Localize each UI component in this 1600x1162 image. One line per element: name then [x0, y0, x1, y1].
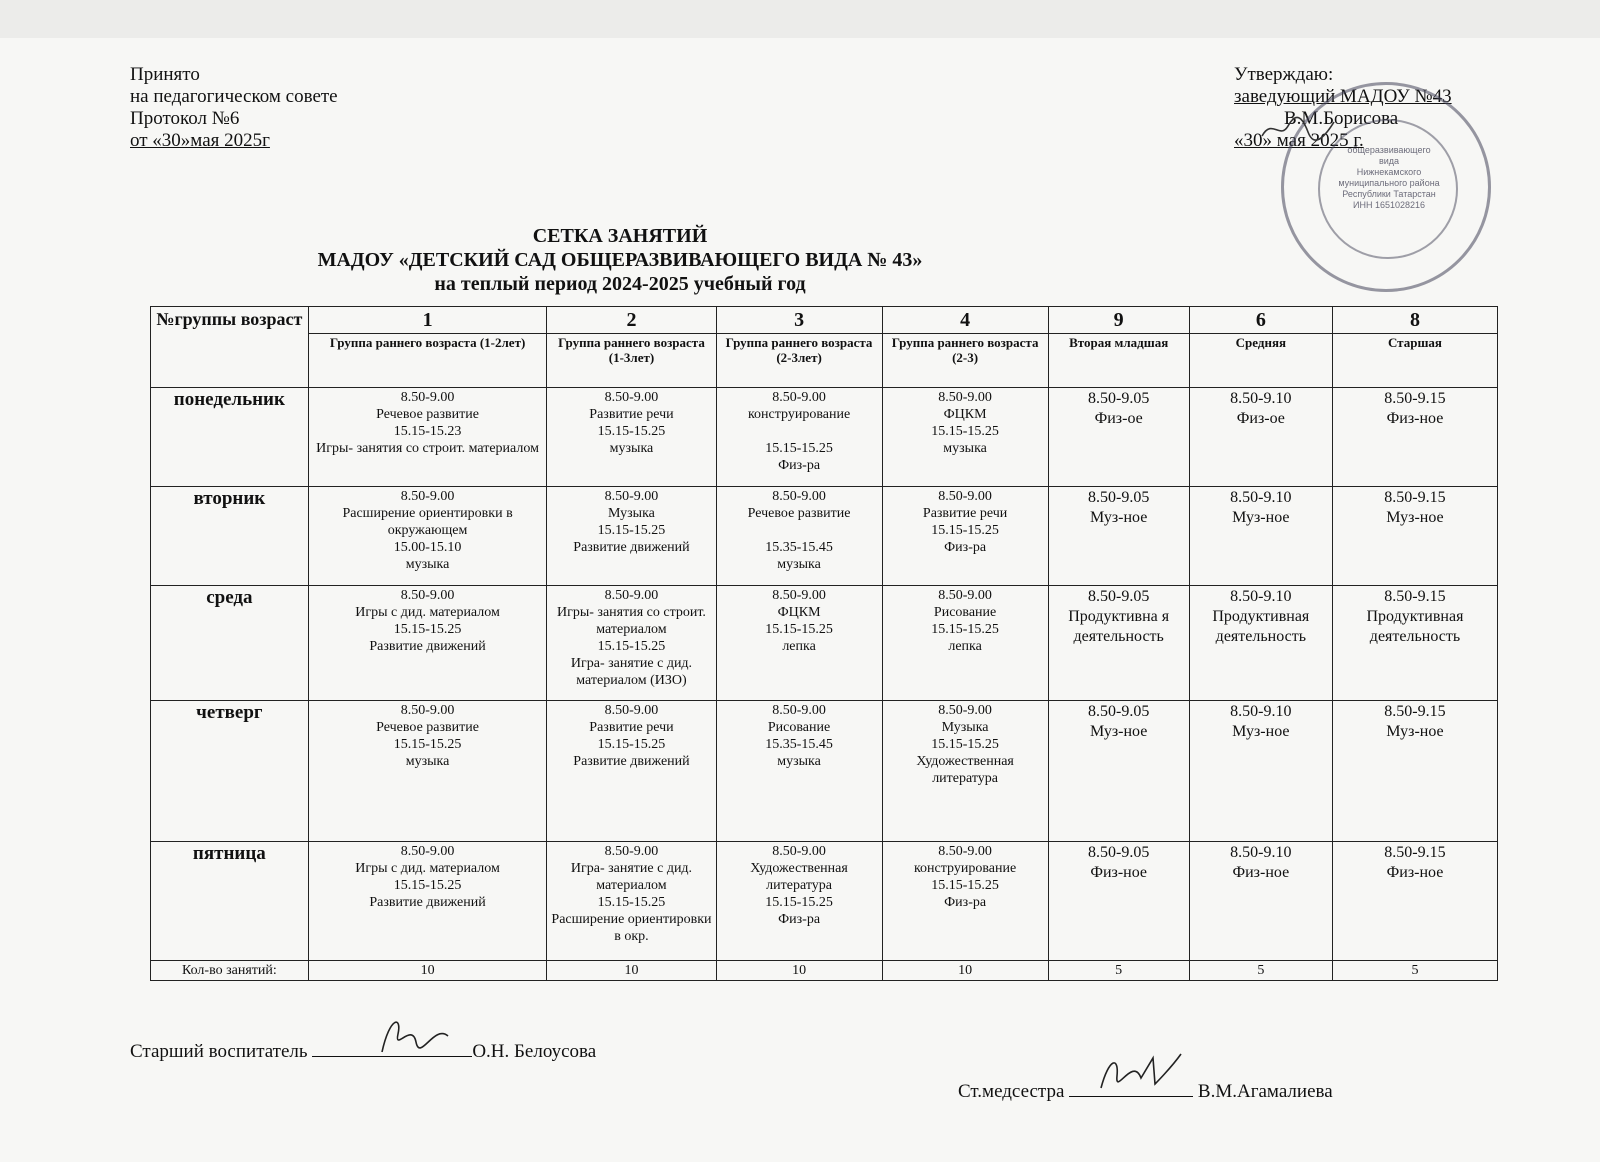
schedule-cell-line: Развитие речи	[922, 506, 1008, 521]
schedule-cell-line: 15.15-15.25	[931, 878, 999, 893]
day-label: пятница	[151, 842, 309, 961]
schedule-cell	[1332, 586, 1497, 701]
group-number: 8	[1332, 307, 1497, 334]
schedule-cell-line: 15.15-15.25	[931, 424, 999, 439]
approval-date: от «30»мая 2025г	[130, 130, 270, 151]
schedule-cell-line: Развитие речи	[589, 720, 674, 735]
group-number: 3	[716, 307, 882, 334]
nurse-role: Ст.медсестра	[958, 1081, 1070, 1102]
schedule-cell-line: музыка	[405, 557, 450, 572]
schedule-cell-line: ФЦКМ	[777, 605, 821, 620]
schedule-cell-line: Физ-ное	[1386, 864, 1444, 881]
schedule-cell	[1332, 842, 1497, 961]
schedule-cell	[547, 701, 716, 842]
schedule-cell	[1048, 487, 1189, 586]
group-number: 9	[1048, 307, 1189, 334]
schedule-cell	[882, 487, 1048, 586]
schedule-cell-line: Физ-ое	[1094, 410, 1143, 427]
lesson-count: 5	[1189, 961, 1332, 981]
schedule-cell-line: 8.50-9.00	[400, 489, 455, 504]
schedule-cell-line: Физ-ное	[1232, 864, 1290, 881]
schedule-cell-line: музыка	[405, 754, 450, 769]
schedule-cell-line: Продуктивна я деятельность	[1068, 608, 1170, 645]
schedule-cell-line: 8.50-9.00	[400, 703, 455, 718]
schedule-cell	[716, 842, 882, 961]
schedule-cell-line: 8.50-9.00	[938, 844, 992, 859]
schedule-cell-line: 15.15-15.25	[597, 737, 666, 752]
schedule-cell-line: Муз-ное	[1386, 509, 1444, 526]
schedule-cell-line: Игра- занятие с дид. материалом	[570, 861, 693, 893]
lesson-count: 10	[882, 961, 1048, 981]
schedule-cell-line: 8.50-9.05	[1088, 489, 1150, 506]
schedule-cell	[308, 842, 547, 961]
schedule-cell-line: 15.15-15.25	[765, 622, 833, 637]
lesson-count: 5	[1332, 961, 1497, 981]
schedule-cell-line: 15.35-15.45	[765, 540, 833, 555]
schedule-cell	[716, 388, 882, 487]
schedule-cell-line: Музыка	[941, 720, 989, 735]
lesson-count: 5	[1048, 961, 1189, 981]
director-signature-scribble	[1258, 114, 1338, 144]
schedule-cell-line: 15.15-15.25	[931, 622, 999, 637]
lesson-count: 10	[716, 961, 882, 981]
schedule-cell-line: 15.15-15.25	[597, 523, 666, 538]
confirmation-date: «30» мая 2025 г.	[1234, 130, 1364, 151]
senior-educator-signature-scribble	[372, 1012, 452, 1058]
day-label: вторник	[151, 487, 309, 586]
schedule-cell	[882, 842, 1048, 961]
schedule-cell-line: 8.50-9.10	[1230, 844, 1292, 861]
schedule-cell-line: 15.15-15.25	[765, 895, 833, 910]
schedule-cell-line: 8.50-9.10	[1230, 703, 1292, 720]
schedule-cell-line: 8.50-9.00	[938, 588, 992, 603]
stamp-text-5: ИНН 1651028216	[1352, 200, 1426, 210]
schedule-cell-line: 8.50-9.00	[772, 703, 826, 718]
stamp-text-1: общеразвивающего	[1347, 145, 1431, 155]
day-label: понедельник	[151, 388, 309, 487]
schedule-cell-line: 8.50-9.00	[604, 489, 659, 504]
schedule-cell	[547, 586, 716, 701]
schedule-cell-line: музыка	[609, 441, 654, 456]
schedule-row	[151, 487, 1498, 586]
schedule-cell-line: 8.50-9.00	[400, 588, 455, 603]
schedule-cell-line: 15.15-15.25	[393, 622, 462, 637]
confirmation-line-2: заведующий МАДОУ №43	[1234, 86, 1452, 107]
schedule-cell-line: 8.50-9.00	[604, 844, 659, 859]
schedule-cell-line: лепка	[782, 639, 816, 654]
lesson-count: 10	[547, 961, 716, 981]
schedule-cell	[547, 842, 716, 961]
title-line-2: МАДОУ «ДЕТСКИЙ САД ОБЩЕРАЗВИВАЮЩЕГО ВИДА № 43»	[317, 249, 923, 271]
approval-block	[130, 64, 338, 152]
schedule-cell-line: Муз-ное	[1090, 509, 1148, 526]
schedule-cell	[1189, 842, 1332, 961]
schedule-cell-line: Физ-ное	[1386, 410, 1444, 427]
schedule-cell	[1189, 586, 1332, 701]
schedule-cell-line: 15.15-15.25	[931, 737, 999, 752]
day-label: четверг	[151, 701, 309, 842]
schedule-cell	[1048, 586, 1189, 701]
lesson-count-label: Кол-во занятий:	[151, 961, 309, 981]
schedule-cell-line: 15.15-15.25	[393, 737, 462, 752]
schedule-cell-line: музыка	[777, 557, 821, 572]
schedule-cell-line: Муз-ное	[1232, 509, 1290, 526]
schedule-cell-line: 8.50-9.00	[604, 703, 659, 718]
schedule-cell-line: Развитие движений	[573, 754, 690, 769]
signature-line	[312, 1038, 472, 1057]
schedule-cell-line: Речевое развитие	[376, 407, 479, 422]
schedule-cell-line: 8.50-9.10	[1230, 390, 1292, 407]
schedule-cell	[1332, 388, 1497, 487]
schedule-cell-line: Игры- занятия со строит. материалом	[316, 441, 539, 456]
schedule-cell	[1048, 842, 1189, 961]
schedule-cell-line: Физ-ра	[944, 895, 987, 910]
title-line-3: на теплый период 2024-2025 учебный год	[434, 273, 806, 295]
schedule-cell	[716, 586, 882, 701]
schedule-cell-line: Развитие движений	[573, 540, 690, 555]
schedule-cell	[1189, 487, 1332, 586]
age-header: Группа раннего возраста (2-3)	[882, 334, 1048, 388]
group-number: 4	[882, 307, 1048, 334]
schedule-cell	[882, 388, 1048, 487]
nurse-name: В.М.Агамалиева	[1193, 1081, 1333, 1102]
schedule-cell-line: Муз-ное	[1090, 723, 1148, 740]
schedule-cell-line: конструирование	[913, 861, 1017, 876]
schedule-cell-line: Развитие движений	[369, 639, 486, 654]
schedule-cell	[1332, 701, 1497, 842]
schedule-cell	[308, 487, 547, 586]
schedule-cell	[308, 586, 547, 701]
title-line-1: СЕТКА ЗАНЯТИЙ	[532, 225, 708, 247]
age-header: Группа раннего возраста (1-3лет)	[547, 334, 716, 388]
group-number: 2	[547, 307, 716, 334]
document-page	[0, 38, 1600, 1162]
schedule-cell-line: 8.50-9.10	[1230, 588, 1292, 605]
approval-line-2: на педагогическом совете	[130, 86, 338, 107]
senior-educator-name: О.Н. Белоусова	[472, 1041, 597, 1062]
schedule-cell-line: 8.50-9.00	[604, 588, 659, 603]
corner-header: №группы возраст	[151, 307, 309, 388]
schedule-cell-line: музыка	[777, 754, 821, 769]
age-header: Вторая младшая	[1048, 334, 1189, 388]
schedule-cell-line	[719, 423, 880, 440]
schedule-cell-line: 8.50-9.00	[772, 489, 826, 504]
schedule-cell-line: 8.50-9.00	[400, 844, 455, 859]
schedule-cell-line: Продуктивная деятельность	[1366, 608, 1464, 645]
schedule-cell-line: ФЦКМ	[943, 407, 987, 422]
day-label: среда	[151, 586, 309, 701]
document-title	[0, 224, 1240, 296]
schedule-cell-line: Муз-ное	[1232, 723, 1290, 740]
schedule-cell-line: 8.50-9.15	[1384, 588, 1446, 605]
schedule-cell-line: Рисование	[767, 720, 831, 735]
schedule-cell-line: 15.35-15.45	[765, 737, 833, 752]
schedule-cell-line	[719, 522, 880, 539]
group-number: 1	[308, 307, 547, 334]
schedule-cell-line: 8.50-9.15	[1384, 390, 1446, 407]
schedule-cell-line: Физ-ра	[944, 540, 987, 555]
schedule-cell-line: 15.15-15.25	[765, 441, 833, 456]
approval-line-3: Протокол №6	[130, 108, 240, 129]
schedule-cell-line: Физ-ое	[1236, 410, 1285, 427]
schedule-cell-line: 8.50-9.00	[938, 489, 992, 504]
schedule-cell	[716, 487, 882, 586]
schedule-cell-line: Продуктивная деятельность	[1212, 608, 1310, 645]
schedule-cell-line: Игры с дид. материалом	[355, 861, 500, 876]
schedule-cell-line: 8.50-9.05	[1088, 588, 1150, 605]
schedule-cell	[1332, 487, 1497, 586]
schedule-cell-line: Художественная литература	[750, 861, 848, 893]
schedule-cell-line: Игры- занятия со строит. материалом	[557, 605, 706, 637]
schedule-row	[151, 701, 1498, 842]
schedule-cell-line: Развитие речи	[589, 407, 674, 422]
schedule-cell-line: Расширение ориентировки в окр.	[551, 912, 712, 944]
confirmation-line-1: Утверждаю:	[1234, 64, 1334, 85]
schedule-cell	[882, 701, 1048, 842]
schedule-cell-line: 8.50-9.05	[1088, 390, 1150, 407]
age-header: Группа раннего возраста (1-2лет)	[308, 334, 547, 388]
schedule-cell-line: Музыка	[608, 506, 655, 521]
schedule-table	[150, 306, 1498, 981]
schedule-cell-line: Речевое развитие	[376, 720, 479, 735]
approval-line-1: Принято	[130, 64, 200, 85]
senior-educator-role: Старший воспитатель	[130, 1041, 313, 1062]
schedule-cell-line: 15.15-15.25	[597, 895, 666, 910]
schedule-cell-line: Физ-ра	[778, 458, 821, 473]
age-header: Средняя	[1189, 334, 1332, 388]
age-row	[151, 334, 1498, 388]
schedule-cell-line: 15.15-15.25	[931, 523, 999, 538]
schedule-cell-line: 15.15-15.23	[393, 424, 462, 439]
schedule-cell-line: музыка	[943, 441, 987, 456]
schedule-cell-line: Расширение ориентировки в окружающем	[342, 506, 513, 538]
schedule-cell-line: 8.50-9.15	[1384, 703, 1446, 720]
schedule-cell-line: 15.15-15.25	[393, 878, 462, 893]
director-name: В.М.Борисова	[1284, 108, 1399, 129]
schedule-cell-line: 8.50-9.00	[604, 390, 659, 405]
stamp-text-4: Республики Татарстан	[1342, 189, 1436, 199]
signature-line	[1069, 1078, 1193, 1097]
schedule-cell	[547, 388, 716, 487]
lesson-count: 10	[308, 961, 547, 981]
nurse-signature-scribble	[1095, 1048, 1185, 1098]
schedule-cell-line: 15.00-15.10	[393, 540, 462, 555]
lesson-count-row	[151, 961, 1498, 981]
schedule-cell-line: лепка	[948, 639, 982, 654]
schedule-cell-line: 8.50-9.00	[400, 390, 455, 405]
age-header: Группа раннего возраста (2-3лет)	[716, 334, 882, 388]
schedule-cell-line: Речевое развитие	[747, 506, 851, 521]
schedule-cell-line: 8.50-9.05	[1088, 844, 1150, 861]
schedule-cell	[1189, 388, 1332, 487]
schedule-cell-line: 8.50-9.00	[938, 390, 992, 405]
schedule-cell-line: 8.50-9.05	[1088, 703, 1150, 720]
stamp-text-2: вида	[1378, 156, 1400, 166]
schedule-cell-line: Физ-ное	[1090, 864, 1148, 881]
schedule-cell	[308, 701, 547, 842]
schedule-cell-line: Игра- занятие с дид. материалом (ИЗО)	[570, 656, 693, 688]
schedule-cell-line: Игры с дид. материалом	[355, 605, 500, 620]
schedule-cell-line: Развитие движений	[369, 895, 486, 910]
schedule-cell	[1048, 388, 1189, 487]
schedule-row	[151, 388, 1498, 487]
schedule-cell-line: 15.15-15.25	[597, 424, 666, 439]
schedule-cell-line: 15.15-15.25	[597, 639, 666, 654]
schedule-cell	[547, 487, 716, 586]
schedule-cell-line: Муз-ное	[1386, 723, 1444, 740]
schedule-cell	[882, 586, 1048, 701]
schedule-cell-line: Рисование	[933, 605, 997, 620]
schedule-cell-line: конструирование	[747, 407, 851, 422]
schedule-cell-line: Художественная литература	[916, 754, 1014, 786]
schedule-cell-line: 8.50-9.00	[772, 390, 826, 405]
schedule-cell	[1048, 701, 1189, 842]
schedule-cell	[716, 701, 882, 842]
age-header: Старшая	[1332, 334, 1497, 388]
schedule-cell-line: Физ-ра	[778, 912, 821, 927]
schedule-cell-line: 8.50-9.15	[1384, 844, 1446, 861]
schedule-row	[151, 842, 1498, 961]
group-number: 6	[1189, 307, 1332, 334]
schedule-body	[151, 307, 1498, 981]
nurse-signature	[958, 1078, 1333, 1103]
schedule-cell-line: 8.50-9.15	[1384, 489, 1446, 506]
schedule-cell	[1189, 701, 1332, 842]
schedule-cell-line: 8.50-9.10	[1230, 489, 1292, 506]
group-number-row	[151, 307, 1498, 334]
schedule-cell	[308, 388, 547, 487]
stamp-text-3: Нижнекамского муниципального района	[1338, 167, 1440, 188]
schedule-cell-line: 8.50-9.00	[938, 703, 992, 718]
schedule-cell-line: 8.50-9.00	[772, 588, 826, 603]
stamp-text	[1329, 145, 1449, 211]
senior-educator-signature	[130, 1038, 596, 1063]
schedule-cell-line: 8.50-9.00	[772, 844, 826, 859]
schedule-row	[151, 586, 1498, 701]
